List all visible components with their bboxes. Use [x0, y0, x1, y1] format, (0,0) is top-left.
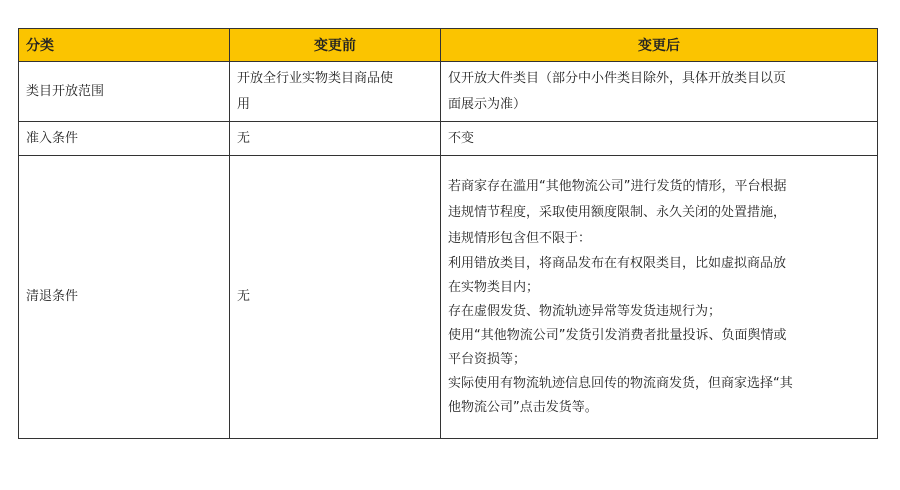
cell-category: 清退条件	[19, 156, 230, 439]
table-row-category-scope	[19, 62, 878, 122]
cell-before: 无	[230, 122, 441, 156]
cell-after-line: 仅开放大件类目（部分中小件类目除外，具体开放类目以页	[448, 70, 787, 86]
exit-rule-line: 违规情形包含但不限于：	[448, 231, 592, 246]
table-header-row	[19, 29, 878, 62]
exit-rule-line: 若商家存在滥用“其他物流公司”进行发货的情形，平台根据	[448, 179, 787, 194]
exit-rule-line: 利用错放类目，将商品发布在有权限类目，比如虚拟商品放	[448, 256, 787, 271]
header-after: 变更后	[441, 29, 878, 62]
rule-change-table-container	[18, 28, 878, 439]
rule-change-table	[18, 28, 878, 439]
exit-rule-line: 使用“其他物流公司”发货引发消费者批量投诉、负面舆情或	[448, 328, 787, 343]
table-row-admission	[19, 122, 878, 156]
exit-rule-line: 平台资损等；	[448, 352, 527, 367]
cell-after: 不变	[441, 122, 878, 156]
exit-rule-line: 违规情节程度，采取使用额度限制、永久关闭的处置措施，	[448, 205, 787, 220]
cell-after-line: 面展示为准）	[448, 96, 527, 112]
cell-after	[441, 62, 878, 122]
table-row-exit	[19, 156, 878, 439]
exit-rule-line: 实际使用有物流轨迹信息回传的物流商发货，但商家选择“其	[448, 376, 793, 391]
cell-before	[230, 62, 441, 122]
cell-before-line: 用	[237, 96, 251, 112]
cell-after	[441, 156, 878, 439]
cell-category: 准入条件	[19, 122, 230, 156]
exit-rule-line: 存在虚假发货、物流轨迹异常等发货违规行为；	[448, 304, 722, 319]
cell-before: 无	[230, 156, 441, 439]
cell-category: 类目开放范围	[19, 62, 230, 122]
cell-before-line: 开放全行业实物类目商品使	[237, 70, 394, 86]
header-category: 分类	[19, 29, 230, 62]
exit-rule-line: 他物流公司”点击发货等。	[448, 400, 598, 415]
header-before: 变更前	[230, 29, 441, 62]
exit-rule-line: 在实物类目内；	[448, 280, 540, 295]
